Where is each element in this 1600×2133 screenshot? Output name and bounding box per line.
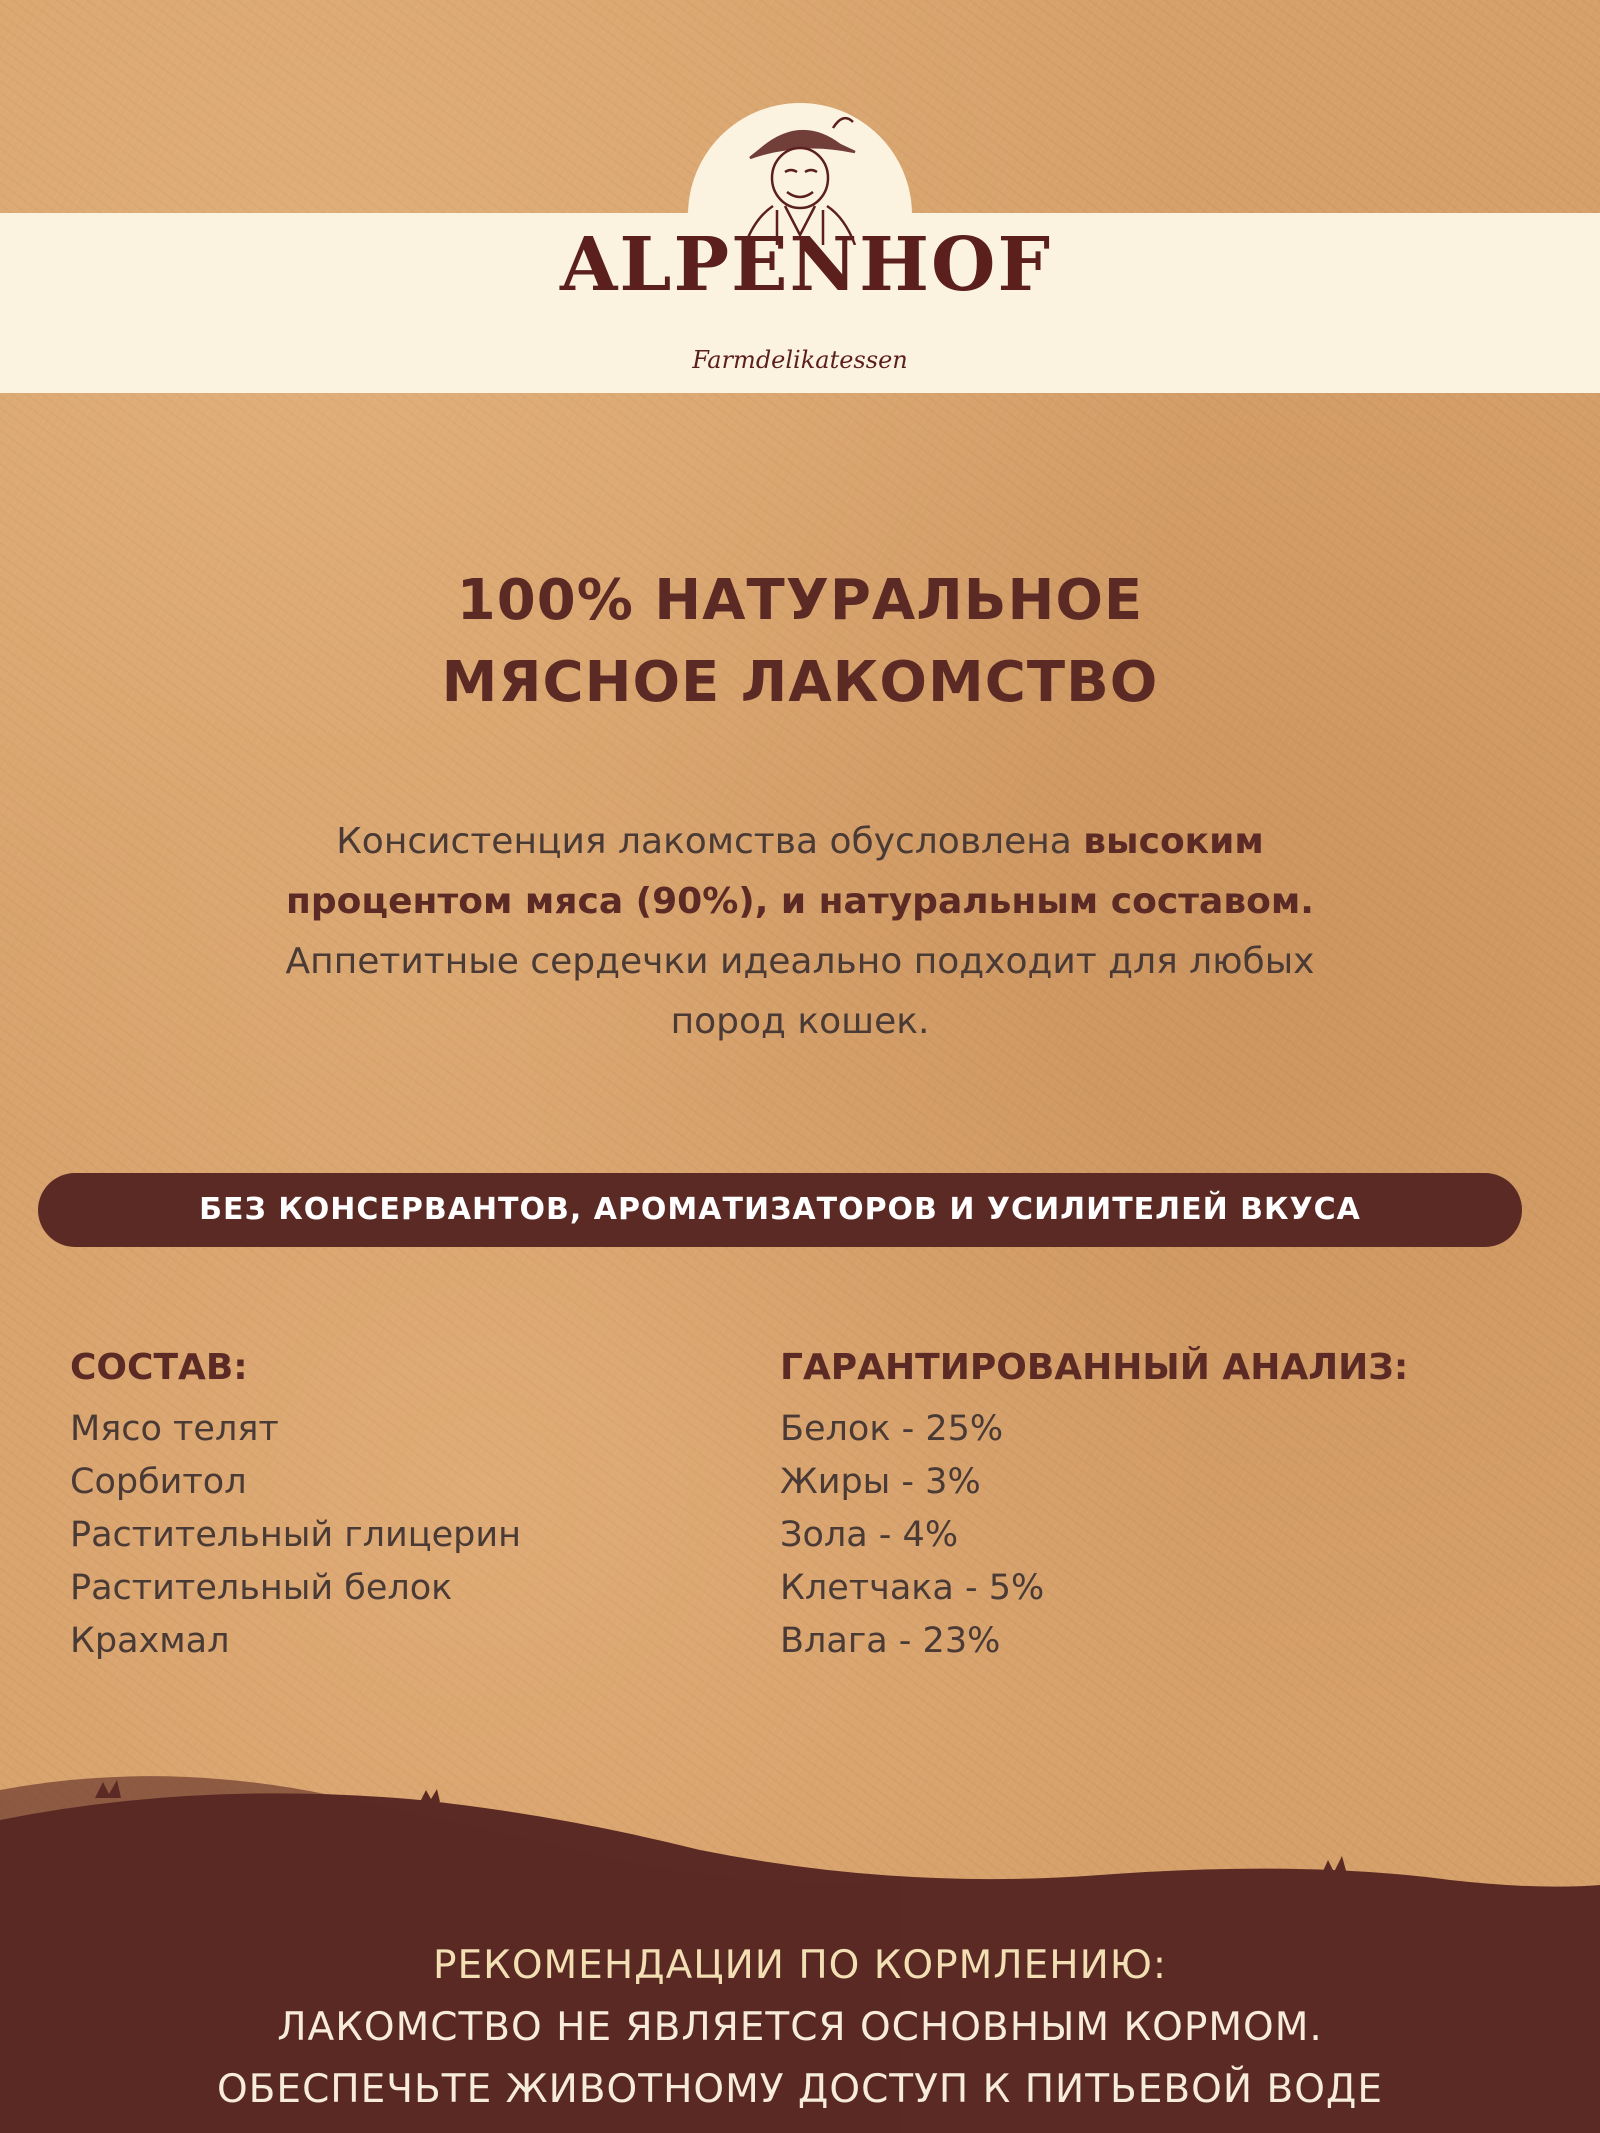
composition-item: Крахмал — [70, 1621, 230, 1661]
footer-line2: ЛАКОМСТВО НЕ ЯВЛЯЕТСЯ ОСНОВНЫМ КОРМОМ. — [277, 2005, 1323, 2050]
analysis-item: Жиры - 3% — [780, 1462, 981, 1502]
composition-item: Растительный глицерин — [70, 1515, 521, 1555]
brand-name-part2: HOF — [859, 222, 1053, 308]
analysis-item: Зола - 4% — [780, 1515, 959, 1555]
description-text: Консистенция лакомства обусловлена — [336, 821, 1084, 862]
analysis-item: Клетчака - 5% — [780, 1568, 1045, 1608]
footer-line1: РЕКОМЕНДАЦИИ ПО КОРМЛЕНИЮ: — [432, 1943, 1168, 1988]
analysis-list — [780, 1403, 1580, 1668]
analysis-item: Влага - 23% — [780, 1621, 1001, 1661]
brand-wordmark — [560, 222, 1053, 308]
analysis-item: Белок - 25% — [780, 1409, 1004, 1449]
composition-list — [70, 1403, 710, 1668]
analysis-section — [780, 1343, 1580, 1668]
product-description — [100, 812, 1500, 1052]
description-line3: Аппетитные сердечки идеально подходит для любых — [285, 941, 1315, 982]
headline-line2: МЯСНОЕ ЛАКОМСТВО — [441, 650, 1159, 715]
feeding-recommendations — [0, 1935, 1600, 2121]
footer-line3: ОБЕСПЕЧЬТЕ ЖИВОТНОМУ ДОСТУП К ПИТЬЕВОЙ ВОДЕ — [216, 2067, 1384, 2112]
brand-name-part1: ALPEN — [560, 222, 860, 308]
composition-item: Мясо телят — [70, 1409, 279, 1449]
no-preservatives-banner: БЕЗ КОНСЕРВАНТОВ, АРОМАТИЗАТОРОВ И УСИЛИТЕЛЕЙ ВКУСА — [38, 1173, 1522, 1247]
description-line2 — [100, 872, 1500, 932]
analysis-title: ГАРАНТИРОВАННЫЙ АНАЛИЗ: — [780, 1347, 1409, 1388]
composition-item: Растительный белок — [70, 1568, 453, 1608]
description-bold: высоким — [1083, 821, 1264, 862]
description-line4: пород кошек. — [670, 1001, 930, 1042]
composition-item: Сорбитол — [70, 1462, 247, 1502]
description-bold: процентом мяса (90%), и натуральным составом. — [286, 881, 1314, 922]
composition-title: СОСТАВ: — [70, 1347, 248, 1388]
composition-section — [70, 1343, 710, 1668]
headline — [200, 560, 1400, 724]
brand-logo — [560, 110, 1053, 390]
headline-line1: 100% НАТУРАЛЬНОЕ — [456, 568, 1144, 633]
brand-tagline: Farmdelikatessen — [692, 346, 908, 374]
description-line1 — [100, 812, 1500, 872]
